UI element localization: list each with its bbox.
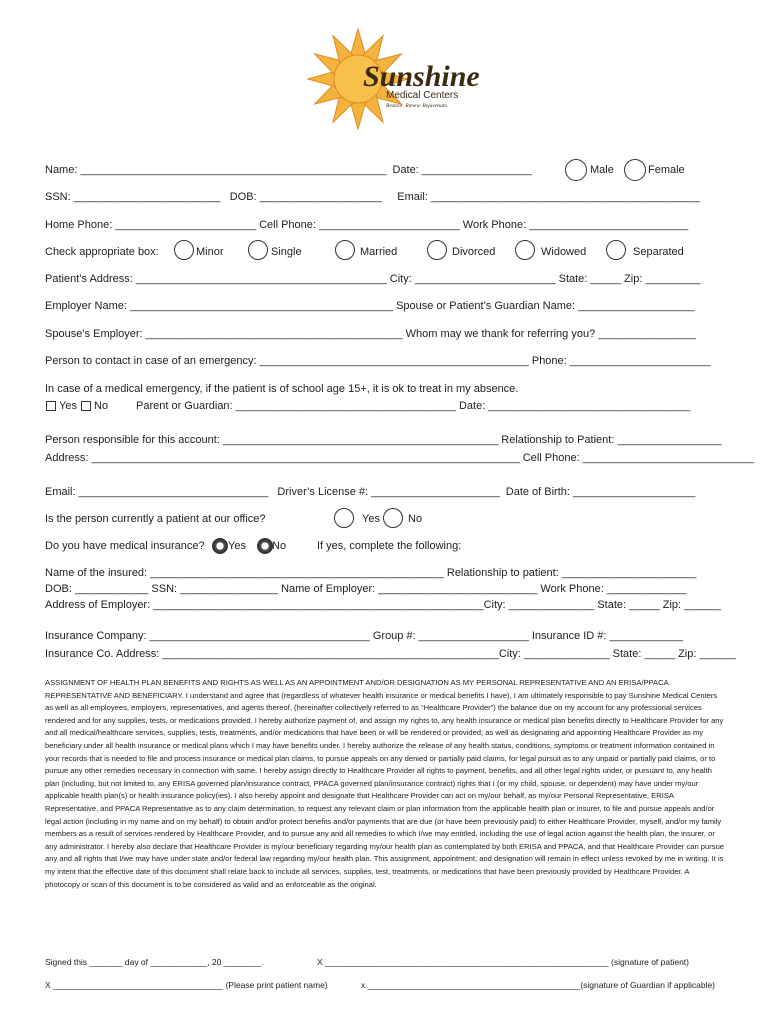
current-patient-question: Is the person currently a patient at our office? xyxy=(45,513,266,525)
print-name-line[interactable]: X ____________________________________ (Please print patient name) xyxy=(45,980,328,990)
insurance-question: Do you have medical insurance? xyxy=(45,540,205,552)
insurance-no-radio[interactable] xyxy=(257,538,273,554)
phones-line[interactable]: Home Phone: _______________________ Cell Phone: _______________________ Work Phone: __________________________ xyxy=(45,219,689,231)
insurance-company-line[interactable]: Insurance Company: ____________________________________ Group #: __________________ Insurance ID #: ____________ xyxy=(45,630,683,642)
sunshine-logo xyxy=(308,14,480,144)
employer-line[interactable]: Employer Name: ___________________________________________ Spouse or Patient’s Guardian Name: ___________________ xyxy=(45,300,695,312)
widowed-radio[interactable] xyxy=(515,240,535,260)
insurance-no-label: No xyxy=(272,540,287,552)
emergency-no-checkbox[interactable] xyxy=(81,401,91,411)
assignment-paragraph: ASSIGNMENT OF HEALTH PLAN BENEFITS AND RIGHTS AS WELL AS AN APPOINTMENT AND/OR DESIGNATION AS MY PERSONAL REPRESENTATIVE AND AN ERISA/PPACA REPRESENTATIVE AND BENEFICIARY. I understand and agree that (regardless of whatever health insurance or medical benefits I have), I am ultimately responsible to pay Sunshine Medical Centers as well as all employees, employers, representatives, and agents thereof, (hereinafter collectively referred to as “Healthcare Provider”) the balance due on my account for any professional services rendered and for any supplies, tests, or medications provided. I hereby authorize payment of, and assign my rights to, any health insurance or medical plan benefits directly to Healthcare Provider for any and all medical/healthcare services, supplies, tests, treatments, and/or medications that have been or will be rendered or provided; as well as designating and appointing Healthcare Provider as my beneficiary under all health insurance or medical plans which I may have benefits under. I hereby authorize the release of any health status, conditions, symptoms or treatment information contained in your records that is needed to file and process insurance or medical plan claims, to pursue appeals on any denied or partially paid claims, for legal pursuit as to any unpaid or partially paid claims, or to pursue any other remedies necessary in connection with same. I hereby assign directly to Healthcare Provider all rights to payment, benefits, and all other legal rights under, or pursuant to, any health plan (including, but not limited to, any ERISA governed plan/insurance contract, PPACA governed plan/insurance contract) rights that I (or my child, spouse, or dependent) may have under my/our applicable health plan(s) or health insurance policy(ies). I also hereby appoint and designate that Healthcare Provider can act on my/our behalf, as my/our Personal Representative, ERISA Representative, and PPACA Representative as to any claim determination, to request any relevant claim or plan information from the applicable health plan or insurer, to file and pursue appeals and/or legal action (including in my name and on my behalf) to obtain and/or protect benefits and/or payments that are due (or have been previously paid) to either Healthcare Provider, myself, and/or my family members as a result of services rendered by Healthcare Provider, and to pursue any and all remedies to which I/we may entitled, including the use of legal action against the health plan, the insurer, or any administrator. I hereby also declare that Healthcare Provider is my/our beneficiary regarding my/our health plan as contemplated by both ERISA and PPACA, and that Healthcare Provider can pursue any and all rights that I/we may have under state and/or federal law regarding my/our health plan. This assignment, appointment, and designation will remain in effect unless revoked by me in writing. It is my intent that the effective date of this document shall relate back to include all services, supplies, test, treatments, or medications that have been previously provided by Healthcare Provider. A photocopy or scan of this document is to be considered as valid and as enforceable as the original. xyxy=(45,678,725,889)
current-no-label: No xyxy=(408,513,423,525)
logo-tagline: Restore. Renew. Rejuvenate. xyxy=(386,103,449,109)
divorced-label: Divorced xyxy=(452,246,496,258)
divorced-radio[interactable] xyxy=(427,240,447,260)
responsible-email-line[interactable]: Email: _______________________________ Driver’s License #: _____________________ Date of Birth: ____________________ xyxy=(45,486,696,498)
patient-address-line[interactable]: Patient’s Address: _________________________________________ City: _______________________ State: _____ Zip: _________ xyxy=(45,273,701,285)
current-yes-label: Yes xyxy=(362,513,380,525)
signed-date-line[interactable]: Signed this _______ day of ____________, 20 ________. xyxy=(45,957,264,967)
spouse-employer-line[interactable]: Spouse’s Employer: __________________________________________ Whom may we thank for referring you? ________________ xyxy=(45,328,697,340)
name-date-line[interactable]: Name: __________________________________________________ Date: __________________ xyxy=(45,164,532,176)
responsible-address-line[interactable]: Address: ______________________________________________________________________ Cell Phone: ____________________________ xyxy=(45,452,754,464)
insurance-yes-label: Yes xyxy=(228,540,246,552)
male-label: Male xyxy=(590,164,614,176)
insurance-address-line[interactable]: Insurance Co. Address: _______________________________________________________City: ______________ State: _____ Zip: ______ xyxy=(45,648,737,660)
single-radio[interactable] xyxy=(248,240,268,260)
separated-label: Separated xyxy=(633,246,684,258)
minor-radio[interactable] xyxy=(174,240,194,260)
separated-radio[interactable] xyxy=(606,240,626,260)
minor-label: Minor xyxy=(196,246,224,258)
logo-subtitle: Medical Centers xyxy=(386,90,459,101)
ssn-dob-email-line[interactable]: SSN: ________________________ DOB: ____________________ Email: ____________________________________________ xyxy=(45,191,701,203)
parent-guardian-line[interactable]: Parent or Guardian: ____________________________________ Date: _________________________________ xyxy=(136,400,691,412)
female-radio[interactable] xyxy=(624,159,646,181)
employer-address-line[interactable]: Address of Employer: ______________________________________________________City: ______________ State: _____ Zip: ______ xyxy=(45,599,721,611)
emergency-no-label: No xyxy=(94,400,109,412)
current-yes-radio[interactable] xyxy=(334,508,354,528)
marital-label: Check appropriate box: xyxy=(45,246,159,258)
patient-signature-line[interactable]: X ____________________________________________________________ (signature of patient) xyxy=(317,957,689,967)
female-label: Female xyxy=(648,164,685,176)
married-label: Married xyxy=(360,246,398,258)
responsible-person-line[interactable]: Person responsible for this account: _____________________________________________ Relationship to Patient: _________________ xyxy=(45,434,722,446)
current-no-radio[interactable] xyxy=(383,508,403,528)
insured-dob-ssn-line[interactable]: DOB: ____________ SSN: ________________ Name of Employer: __________________________ Work Phone: _____________ xyxy=(45,583,687,595)
emergency-yes-checkbox[interactable] xyxy=(46,401,56,411)
insured-name-line[interactable]: Name of the insured: ________________________________________________ Relationship to patient: ______________________ xyxy=(45,567,697,579)
if-yes-label: If yes, complete the following: xyxy=(317,540,462,552)
guardian-signature-line[interactable]: x _____________________________________________(signature of Guardian if applicable) xyxy=(361,980,715,990)
emergency-question: In case of a medical emergency, if the patient is of school age 15+, it is ok to treat in my absence. xyxy=(45,383,519,395)
logo-name: Sunshine xyxy=(363,60,480,93)
emergency-yes-label: Yes xyxy=(59,400,77,412)
insurance-yes-radio[interactable] xyxy=(212,538,228,554)
male-radio[interactable] xyxy=(565,159,587,181)
widowed-label: Widowed xyxy=(541,246,587,258)
single-label: Single xyxy=(271,246,302,258)
married-radio[interactable] xyxy=(335,240,355,260)
emergency-contact-line[interactable]: Person to contact in case of an emergency: ____________________________________________ Phone: _______________________ xyxy=(45,355,711,367)
